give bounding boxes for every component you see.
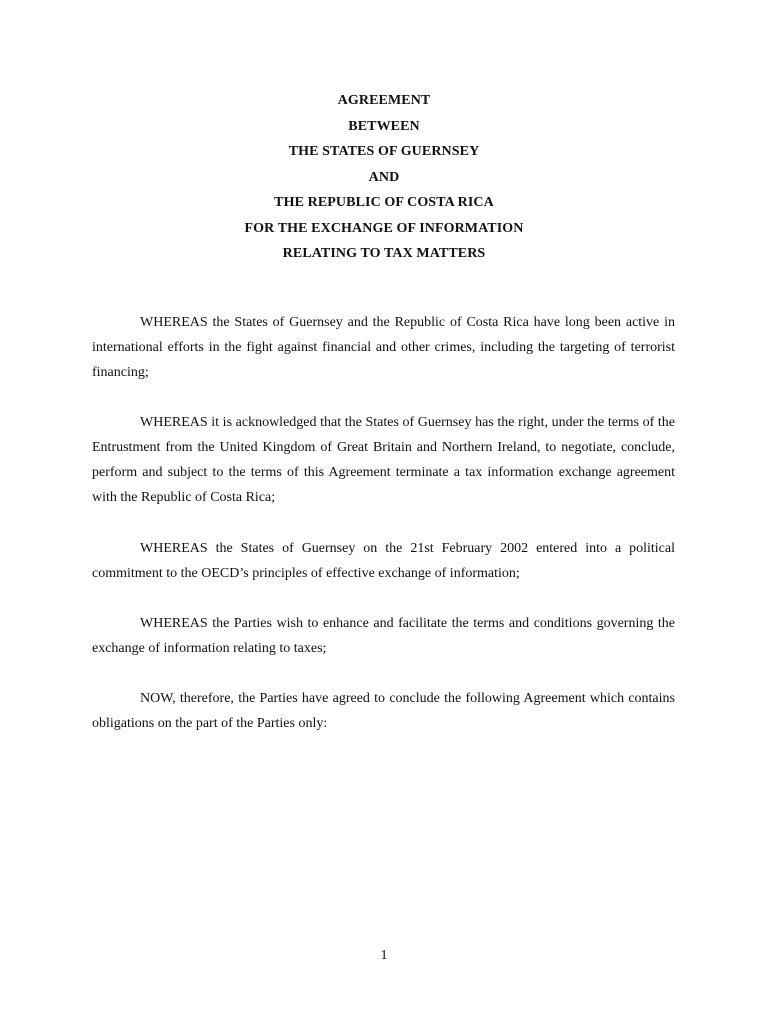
title-line: THE STATES OF GUERNSEY — [288, 144, 480, 159]
agreement-title — [0, 88, 768, 267]
title-line: AND — [368, 169, 400, 185]
recital-paragraph — [92, 611, 675, 661]
paragraph-text: WHEREAS the States of Guernsey and the Republic of Costa Rica have long been active in international efforts in the fight against financial and other crimes, including the targeting of terrorist financing; — [92, 315, 675, 380]
recital-paragraph — [92, 536, 675, 586]
title-line: RELATING TO TAX MATTERS — [282, 246, 486, 261]
recital-paragraph — [92, 310, 675, 385]
paragraph-text: NOW, therefore, the Parties have agreed to conclude the following Agreement which contains obligations on the part of the Parties only: — [92, 691, 675, 731]
paragraph-text: WHEREAS it is acknowledged that the States of Guernsey has the right, under the terms of the Entrustment from the United Kingdom of Great Britain and Northern Ireland, to negotiate, conclude, perform and subject to the terms of this Agreement terminate a tax information exchange agreement with the Republic of Costa Rica; — [92, 415, 675, 505]
operative-paragraph — [92, 686, 675, 736]
title-line: FOR THE EXCHANGE OF INFORMATION — [244, 220, 524, 236]
title-line: BETWEEN — [348, 118, 420, 134]
page-number: 1 — [380, 948, 388, 963]
paragraph-text: WHEREAS the States of Guernsey on the 21st February 2002 entered into a political commitment to the OECD’s principles of effective exchange of information; — [92, 541, 675, 581]
title-line: THE REPUBLIC OF COSTA RICA — [274, 195, 494, 210]
paragraph-text: WHEREAS the Parties wish to enhance and facilitate the terms and conditions governing the exchange of information relating to taxes; — [92, 616, 675, 656]
title-line: AGREEMENT — [337, 93, 431, 108]
recital-paragraph — [92, 410, 675, 510]
